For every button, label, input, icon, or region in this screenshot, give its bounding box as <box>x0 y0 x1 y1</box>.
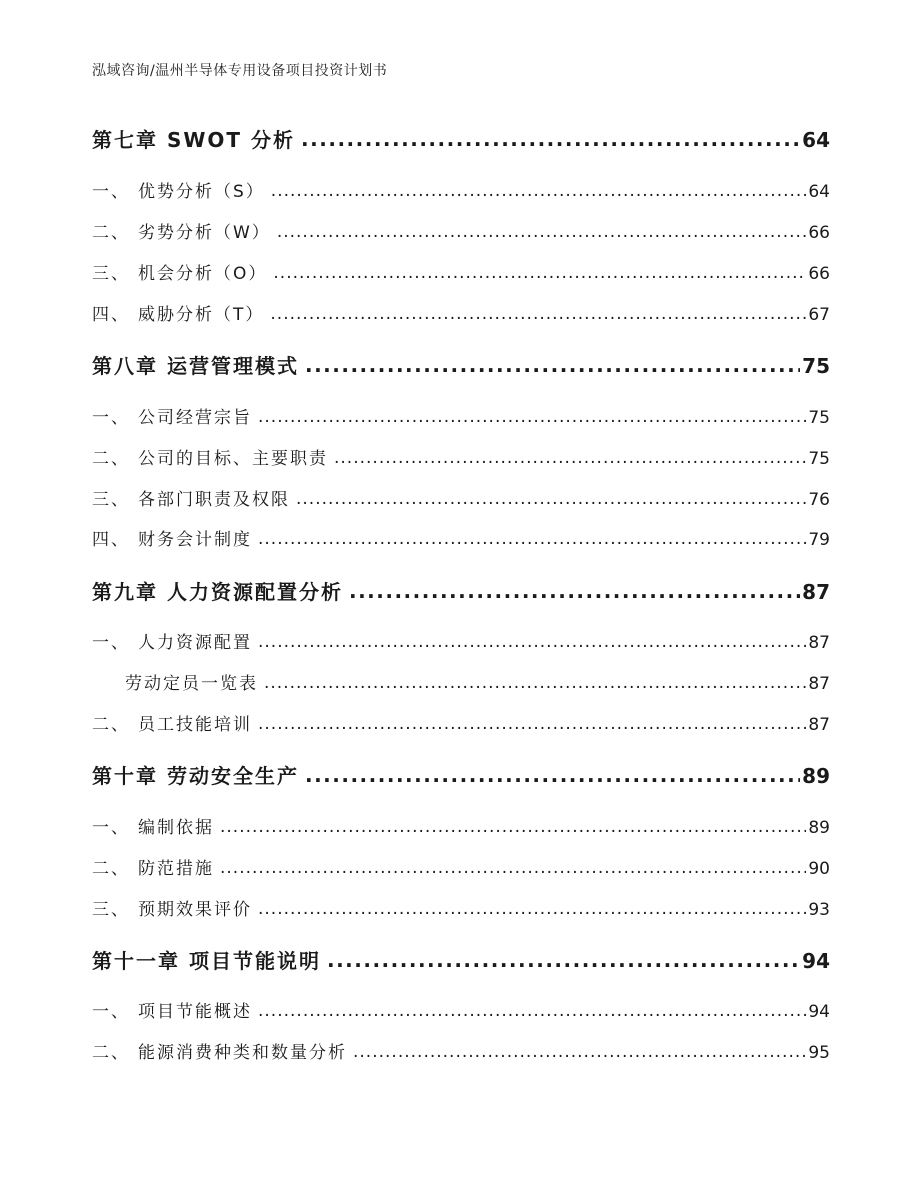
toc-chapter[interactable] <box>92 760 830 789</box>
dot-leader <box>349 579 800 603</box>
toc-section[interactable] <box>92 895 830 920</box>
toc-chapter-title: 第九章 人力资源配置分析 <box>92 580 343 604</box>
dot-leader <box>327 948 800 972</box>
toc-page-number: 67 <box>808 305 830 325</box>
dot-leader <box>258 899 806 919</box>
toc-section-title: 员工技能培训 <box>138 715 252 735</box>
toc-page-number: 89 <box>802 764 830 788</box>
toc-page-number: 95 <box>808 1043 830 1063</box>
toc-section-number: 二、 <box>92 223 130 243</box>
toc-chapter-title: 第十一章 项目节能说明 <box>92 949 321 973</box>
dot-leader <box>271 181 807 201</box>
toc-section-number: 三、 <box>92 490 130 510</box>
toc-section-title: 公司的目标、主要职责 <box>138 449 328 469</box>
toc-chapter[interactable] <box>92 350 830 379</box>
dot-leader <box>258 407 806 427</box>
toc-section-number: 四、 <box>92 305 130 325</box>
toc-section[interactable] <box>92 300 830 325</box>
toc-section[interactable] <box>92 710 830 735</box>
toc-section-number: 二、 <box>92 859 130 879</box>
toc-section-title: 能源消费种类和数量分析 <box>138 1043 347 1063</box>
toc-page-number: 87 <box>802 580 830 604</box>
toc-section-title: 财务会计制度 <box>138 530 252 550</box>
dot-leader <box>258 714 806 734</box>
dot-leader <box>258 632 806 652</box>
toc-section[interactable] <box>92 177 830 202</box>
dot-leader <box>220 858 806 878</box>
toc-section[interactable] <box>92 525 830 550</box>
toc-section-title: 劳动定员一览表 <box>125 674 258 694</box>
toc-section-number: 三、 <box>92 264 130 284</box>
toc-section-number: 二、 <box>92 1043 130 1063</box>
toc-section-title: 防范措施 <box>138 859 214 879</box>
toc-chapter-title: 第七章 SWOT 分析 <box>92 128 296 152</box>
dot-leader <box>353 1042 806 1062</box>
toc-section-number: 三、 <box>92 900 130 920</box>
toc-section-number: 一、 <box>92 408 130 428</box>
toc-page-number: 66 <box>808 223 830 243</box>
toc-chapter[interactable] <box>92 124 830 153</box>
toc-section-title: 编制依据 <box>138 818 214 838</box>
toc-chapter[interactable] <box>92 945 830 974</box>
toc-section[interactable] <box>92 218 830 243</box>
toc-section-title: 预期效果评价 <box>138 900 252 920</box>
toc-chapter[interactable] <box>92 576 830 605</box>
toc-chapter-title: 第十章 劳动安全生产 <box>92 764 299 788</box>
toc-section[interactable] <box>92 485 830 510</box>
toc-chapter-title: 第八章 运营管理模式 <box>92 354 299 378</box>
toc-page-number: 79 <box>808 530 830 550</box>
toc-section[interactable] <box>92 813 830 838</box>
toc-section[interactable] <box>92 1038 830 1063</box>
document-header: 泓域咨询/温州半导体专用设备项目投资计划书 <box>92 63 388 79</box>
toc-section-title: 机会分析（O） <box>138 264 268 284</box>
toc-section[interactable] <box>92 997 830 1022</box>
toc-section[interactable] <box>92 403 830 428</box>
toc-section-title: 人力资源配置 <box>138 633 252 653</box>
toc-section-title: 优势分析（S） <box>138 182 265 202</box>
dot-leader <box>273 263 806 283</box>
toc-page-number: 87 <box>808 674 830 694</box>
toc-section[interactable] <box>92 259 830 284</box>
toc-section-number: 一、 <box>92 1002 130 1022</box>
toc-section-title: 劣势分析（W） <box>138 223 271 243</box>
toc-page-number: 94 <box>808 1002 830 1022</box>
toc-section-number: 二、 <box>92 449 130 469</box>
toc-page-number: 87 <box>808 715 830 735</box>
toc-page-number: 93 <box>808 900 830 920</box>
toc-section-number: 一、 <box>92 633 130 653</box>
toc-section[interactable] <box>92 854 830 879</box>
toc-section-number: 四、 <box>92 530 130 550</box>
toc-section-number: 一、 <box>92 182 130 202</box>
toc-page-number: 64 <box>802 128 830 152</box>
dot-leader <box>277 222 807 242</box>
dot-leader <box>301 127 800 151</box>
toc-page-number: 75 <box>808 449 830 469</box>
toc-section-title: 各部门职责及权限 <box>138 490 290 510</box>
dot-leader <box>258 1001 806 1021</box>
dot-leader <box>305 763 800 787</box>
toc-page-number: 87 <box>808 633 830 653</box>
dot-leader <box>264 673 806 693</box>
toc-page-number: 75 <box>808 408 830 428</box>
toc-section-number: 二、 <box>92 715 130 735</box>
dot-leader <box>258 529 806 549</box>
toc-section-title: 项目节能概述 <box>138 1002 252 1022</box>
toc-page-number: 94 <box>802 949 830 973</box>
toc-page-number: 76 <box>808 490 830 510</box>
dot-leader <box>270 304 806 324</box>
toc-section-title: 公司经营宗旨 <box>138 408 252 428</box>
toc-page-number: 75 <box>802 354 830 378</box>
toc-subentry[interactable] <box>125 669 830 694</box>
toc-section[interactable] <box>92 628 830 653</box>
dot-leader <box>334 448 806 468</box>
toc-section[interactable] <box>92 444 830 469</box>
dot-leader <box>220 817 806 837</box>
toc-section-number: 一、 <box>92 818 130 838</box>
toc-page-number: 66 <box>808 264 830 284</box>
toc-page-number: 89 <box>808 818 830 838</box>
dot-leader <box>305 353 800 377</box>
toc-page-number: 64 <box>808 182 830 202</box>
toc-page-number: 90 <box>808 859 830 879</box>
toc-section-title: 威胁分析（T） <box>138 305 265 325</box>
dot-leader <box>296 489 806 509</box>
